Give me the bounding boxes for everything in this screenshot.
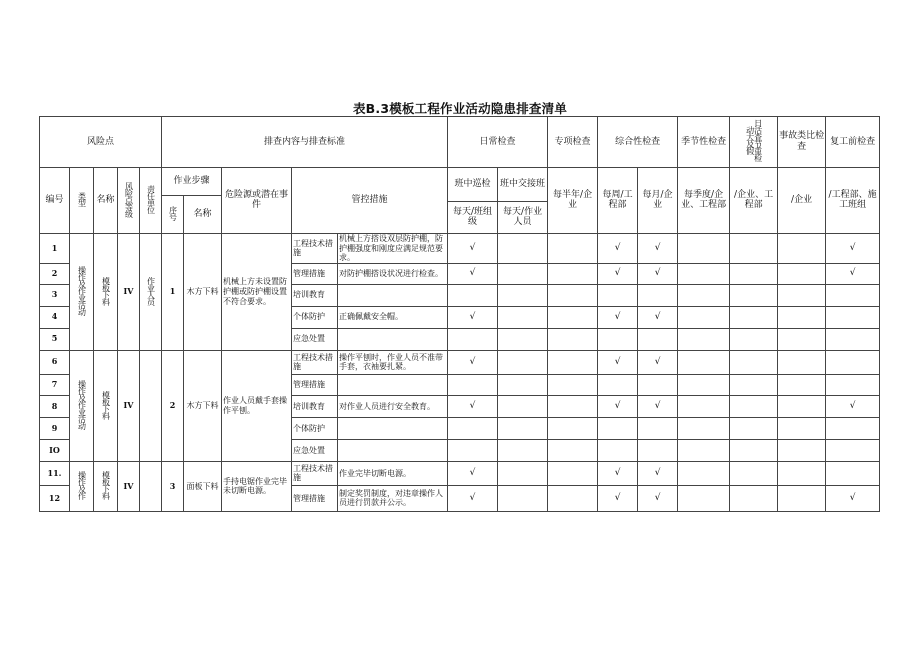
measure-content <box>338 417 448 439</box>
check-mark <box>548 328 598 350</box>
check-mark <box>448 284 498 306</box>
check-mark <box>448 374 498 395</box>
header-accident-freq: /企业 <box>778 167 826 233</box>
page-title: 表B.3模板工程作业活动隐患排查清单 <box>352 101 568 116</box>
risk-name <box>94 350 118 461</box>
header-seq-text: 序号 <box>168 206 178 221</box>
measure-content: 正确佩戴安全帽。 <box>338 306 448 328</box>
row-number: 7 <box>40 374 70 395</box>
check-mark <box>498 417 548 439</box>
check-mark <box>730 374 778 395</box>
measure-type: 工程技术措施 <box>292 461 338 485</box>
check-mark <box>498 439 548 461</box>
check-mark <box>598 439 638 461</box>
check-mark <box>678 374 730 395</box>
row-number: 5 <box>40 328 70 350</box>
check-mark <box>548 485 598 511</box>
header-comprehensive-check: 综合性检查 <box>598 117 678 168</box>
check-mark: √ <box>826 263 880 284</box>
resp-unit-text: 作业人员 <box>146 276 156 305</box>
measure-content: 对作业人员进行安全教育。 <box>338 395 448 417</box>
check-mark <box>638 374 678 395</box>
header-special-check: 专项检查 <box>548 117 598 168</box>
check-mark <box>638 284 678 306</box>
measure-content: 机械上方搭设双层防护棚，防护棚强度和刚度应满足规范要求。 <box>338 233 448 263</box>
risk-type-text: 操作及作业活动 <box>77 380 87 430</box>
check-mark <box>638 439 678 461</box>
row-number: 8 <box>40 395 70 417</box>
checklist-body <box>40 233 880 511</box>
check-mark <box>498 263 548 284</box>
check-mark <box>778 284 826 306</box>
measure-type: 应急处置 <box>292 328 338 350</box>
risk-type <box>70 461 94 511</box>
check-mark <box>730 395 778 417</box>
risk-name-text: 模板下料 <box>101 390 111 419</box>
measure-type: 管理措施 <box>292 263 338 284</box>
check-mark <box>548 350 598 374</box>
row-number: 6 <box>40 350 70 374</box>
resp-unit <box>140 233 162 350</box>
header-resume-freq: /工程部、施工班组 <box>826 167 880 233</box>
header-daily-worker: 每天/作业人员 <box>498 201 548 233</box>
check-mark <box>730 417 778 439</box>
check-mark: √ <box>448 461 498 485</box>
hazard-checklist-table <box>39 116 880 512</box>
check-mark: √ <box>448 485 498 511</box>
step-name: 面板下料 <box>184 461 222 511</box>
check-mark <box>778 439 826 461</box>
header-no: 编号 <box>40 167 70 233</box>
header-quarterly: 每季度/企业、工程部 <box>678 167 730 233</box>
measure-type: 培训教育 <box>292 284 338 306</box>
risk-name-text: 模板下料 <box>101 276 111 305</box>
measure-type: 工程技术措施 <box>292 233 338 263</box>
check-mark <box>730 263 778 284</box>
measure-type: 管理措施 <box>292 374 338 395</box>
header-daily-team: 每天/班组级 <box>448 201 498 233</box>
check-mark <box>826 374 880 395</box>
row-number: 1 <box>40 233 70 263</box>
risk-level: IV <box>118 350 140 461</box>
step-seq: 1 <box>162 233 184 350</box>
check-mark <box>548 439 598 461</box>
header-risk-level-text: 风险点等级 <box>124 181 134 217</box>
header-shift-handover: 班中交接班 <box>498 167 548 201</box>
check-mark: √ <box>638 461 678 485</box>
header-shift-patrol: 班中巡检 <box>448 167 498 201</box>
header-seq <box>162 195 184 233</box>
step-name: 木方下料 <box>184 350 222 461</box>
header-seasonal-check: 季节性检查 <box>678 117 730 168</box>
check-mark <box>678 233 730 263</box>
check-mark: √ <box>638 306 678 328</box>
step-name: 木方下料 <box>184 233 222 350</box>
header-row-2 <box>40 167 880 195</box>
header-holiday-check-text: 日活查节重检动大及假 <box>745 119 763 162</box>
risk-name <box>94 461 118 511</box>
check-mark <box>826 284 880 306</box>
check-mark <box>598 328 638 350</box>
check-mark: √ <box>598 461 638 485</box>
check-mark <box>826 461 880 485</box>
table-row <box>40 233 880 263</box>
risk-level: IV <box>118 233 140 350</box>
header-resp-unit <box>140 167 162 233</box>
hazard-text: 机械上方未设置防护棚或防护棚设置不符合要求。 <box>222 233 292 350</box>
check-mark <box>826 439 880 461</box>
check-mark <box>778 350 826 374</box>
check-mark <box>498 374 548 395</box>
header-monthly: 每月/企业 <box>638 167 678 233</box>
header-hazard: 危险源或潜在事件 <box>222 167 292 233</box>
check-mark: √ <box>448 263 498 284</box>
check-mark <box>778 233 826 263</box>
check-mark <box>778 306 826 328</box>
hazard-text: 作业人员戴手套操作平刨。 <box>222 350 292 461</box>
header-half-year: 每半年/企业 <box>548 167 598 233</box>
check-mark <box>678 395 730 417</box>
header-risk-level <box>118 167 140 233</box>
check-mark <box>448 417 498 439</box>
check-mark <box>678 263 730 284</box>
check-mark <box>778 374 826 395</box>
measure-content <box>338 284 448 306</box>
risk-type-text: 操作及作 <box>77 471 87 500</box>
hazard-text: 手持电锯作业完毕未切断电源。 <box>222 461 292 511</box>
check-mark <box>778 395 826 417</box>
check-mark: √ <box>598 263 638 284</box>
row-number: 3 <box>40 284 70 306</box>
check-mark <box>678 417 730 439</box>
row-number: 9 <box>40 417 70 439</box>
check-mark <box>778 328 826 350</box>
check-mark <box>678 284 730 306</box>
check-mark <box>730 439 778 461</box>
check-mark <box>730 284 778 306</box>
measure-type: 个体防护 <box>292 306 338 328</box>
header-resume-check: 复工前检查 <box>826 117 880 168</box>
measure-content <box>338 328 448 350</box>
measure-content <box>338 374 448 395</box>
check-mark <box>598 284 638 306</box>
measure-content: 操作平刨时，作业人员不准带手套，衣袖要扎紧。 <box>338 350 448 374</box>
check-mark <box>778 485 826 511</box>
check-mark <box>730 233 778 263</box>
row-number: 4 <box>40 306 70 328</box>
measure-type: 培训教育 <box>292 395 338 417</box>
check-mark <box>778 461 826 485</box>
check-mark <box>548 263 598 284</box>
resp-unit <box>140 461 162 511</box>
check-mark <box>778 263 826 284</box>
check-mark <box>448 439 498 461</box>
check-mark <box>548 374 598 395</box>
header-holiday-freq: /企业、工程部 <box>730 167 778 233</box>
check-mark <box>498 350 548 374</box>
check-mark: √ <box>598 350 638 374</box>
check-mark <box>730 328 778 350</box>
check-mark <box>548 233 598 263</box>
check-mark <box>678 306 730 328</box>
check-mark <box>826 417 880 439</box>
check-mark <box>638 328 678 350</box>
check-mark <box>638 417 678 439</box>
check-mark <box>678 328 730 350</box>
header-type <box>70 167 94 233</box>
measure-content: 制定奖罚制度，对违章操作人员进行罚款并公示。 <box>338 485 448 511</box>
row-number: 2 <box>40 263 70 284</box>
check-mark: √ <box>448 233 498 263</box>
check-mark <box>678 350 730 374</box>
measure-content <box>338 439 448 461</box>
check-mark <box>498 284 548 306</box>
check-mark: √ <box>598 395 638 417</box>
row-number: 12 <box>40 485 70 511</box>
check-mark: √ <box>598 306 638 328</box>
row-number: IO <box>40 439 70 461</box>
check-mark <box>548 284 598 306</box>
check-mark: √ <box>638 263 678 284</box>
check-mark: √ <box>448 306 498 328</box>
header-name: 名称 <box>94 167 118 233</box>
header-work-steps: 作业步骤 <box>162 167 222 195</box>
header-resp-unit-text: 责任单位 <box>146 185 156 214</box>
check-mark: √ <box>638 395 678 417</box>
check-mark <box>730 350 778 374</box>
check-mark <box>548 417 598 439</box>
check-mark <box>598 417 638 439</box>
check-mark: √ <box>826 395 880 417</box>
header-step-name: 名称 <box>184 195 222 233</box>
measure-type: 应急处置 <box>292 439 338 461</box>
measure-type: 管理措施 <box>292 485 338 511</box>
header-type-text: 类型 <box>77 192 87 207</box>
check-mark <box>448 328 498 350</box>
table-row <box>40 350 880 374</box>
risk-type-text: 操作及作业活动 <box>77 266 87 316</box>
check-mark <box>778 417 826 439</box>
check-mark <box>678 461 730 485</box>
risk-type <box>70 350 94 461</box>
risk-level: IV <box>118 461 140 511</box>
header-control: 管控措施 <box>292 167 448 233</box>
header-risk-point: 风险点 <box>40 117 162 168</box>
check-mark <box>826 328 880 350</box>
check-mark: √ <box>826 233 880 263</box>
header-weekly: 每周/工程部 <box>598 167 638 233</box>
header-daily-check: 日常检查 <box>448 117 548 168</box>
check-mark <box>730 306 778 328</box>
risk-name-text: 模板下料 <box>101 471 111 500</box>
check-mark: √ <box>638 350 678 374</box>
step-seq: 2 <box>162 350 184 461</box>
header-accident-check: 事故类比检查 <box>778 117 826 168</box>
check-mark <box>498 485 548 511</box>
check-mark <box>548 395 598 417</box>
header-content-standard: 排查内容与排查标准 <box>162 117 448 168</box>
header-holiday-check <box>730 117 778 168</box>
check-mark <box>498 306 548 328</box>
check-mark <box>826 350 880 374</box>
check-mark <box>498 395 548 417</box>
check-mark <box>498 328 548 350</box>
check-mark <box>548 461 598 485</box>
measure-content: 对防护棚搭设状况进行检查。 <box>338 263 448 284</box>
check-mark <box>826 306 880 328</box>
check-mark <box>498 233 548 263</box>
table-row <box>40 461 880 485</box>
resp-unit <box>140 350 162 461</box>
check-mark: √ <box>638 485 678 511</box>
check-mark: √ <box>448 395 498 417</box>
measure-type: 个体防护 <box>292 417 338 439</box>
check-mark <box>730 485 778 511</box>
risk-type <box>70 233 94 350</box>
check-mark <box>548 306 598 328</box>
check-mark <box>730 461 778 485</box>
check-mark <box>678 485 730 511</box>
row-number: 11. <box>40 461 70 485</box>
measure-content: 作业完毕切断电源。 <box>338 461 448 485</box>
check-mark: √ <box>598 233 638 263</box>
check-mark: √ <box>638 233 678 263</box>
check-mark <box>598 374 638 395</box>
check-mark: √ <box>598 485 638 511</box>
header-row-1 <box>40 117 880 168</box>
measure-type: 工程技术措施 <box>292 350 338 374</box>
risk-name <box>94 233 118 350</box>
check-mark <box>678 439 730 461</box>
step-seq: 3 <box>162 461 184 511</box>
check-mark: √ <box>448 350 498 374</box>
check-mark <box>498 461 548 485</box>
check-mark: √ <box>826 485 880 511</box>
